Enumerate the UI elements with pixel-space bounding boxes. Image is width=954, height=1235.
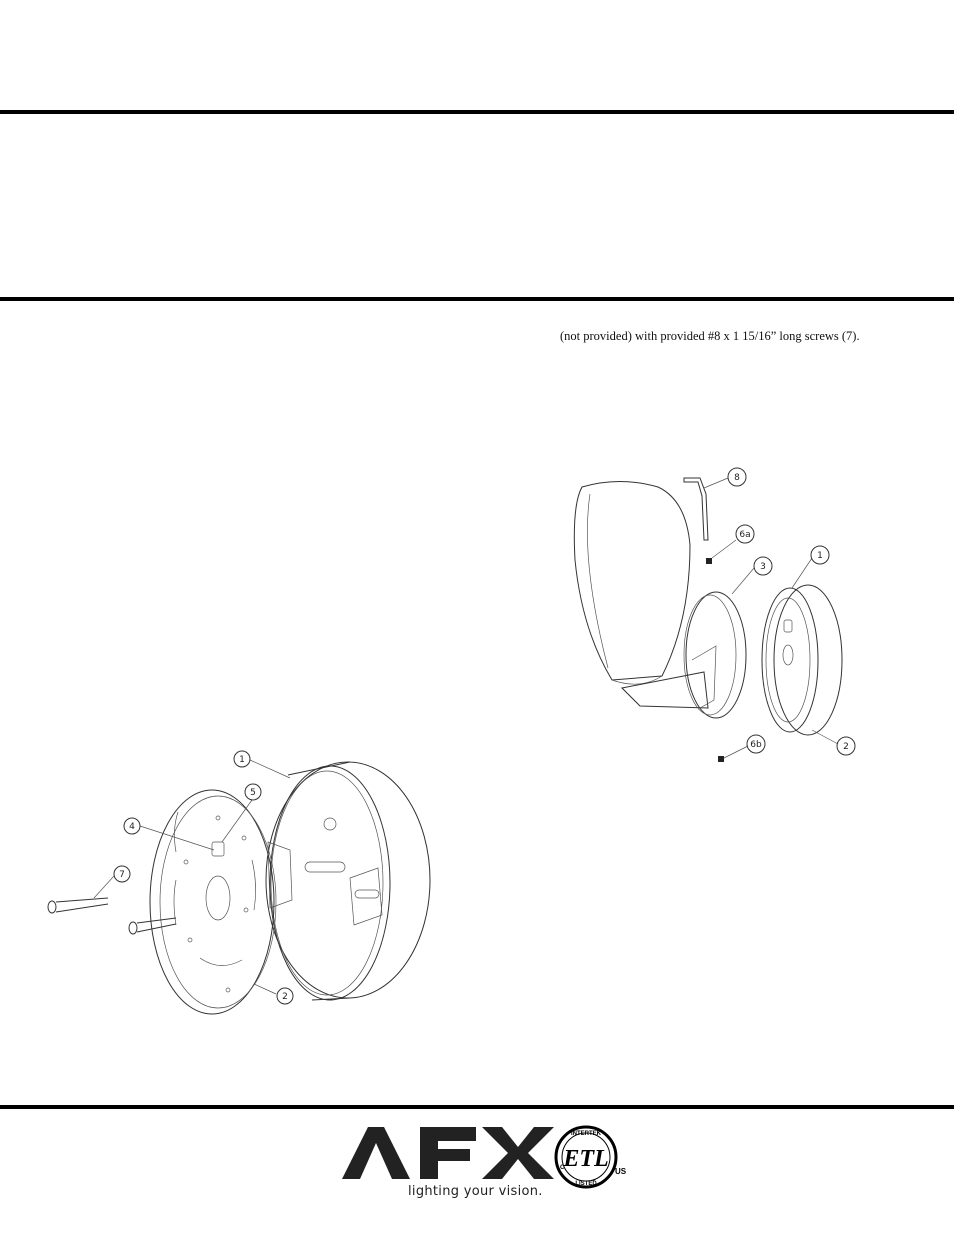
set-screw-6b <box>718 756 724 762</box>
svg-text:1: 1 <box>817 551 823 561</box>
afx-logo <box>340 1123 560 1183</box>
svg-text:3: 3 <box>760 562 766 572</box>
callout-left-1 <box>234 751 250 767</box>
fixture-backplate-3 <box>684 592 746 718</box>
etl-us-label: US <box>615 1167 627 1176</box>
mounting-backplate <box>150 790 276 1014</box>
svg-text:6b: 6b <box>750 740 762 750</box>
callout-right-1 <box>811 546 829 564</box>
cover-canopy <box>266 762 430 1000</box>
callout-right-6a <box>736 525 754 543</box>
fixture-canopy-1 <box>762 585 842 735</box>
brand-tagline: lighting your vision. <box>408 1184 543 1199</box>
fixture-arm <box>622 646 716 708</box>
svg-text:1: 1 <box>239 755 245 765</box>
fixture-shade <box>574 482 690 685</box>
svg-text:4: 4 <box>129 822 135 832</box>
callout-right-6b <box>747 735 765 753</box>
callout-left-7 <box>114 866 130 882</box>
svg-text:C: C <box>560 1165 565 1171</box>
svg-text:LISTED: LISTED <box>575 1181 597 1187</box>
callout-right-2 <box>837 737 855 755</box>
callout-right-3 <box>754 557 772 575</box>
svg-text:5: 5 <box>250 788 256 798</box>
etl-certification-mark <box>554 1123 627 1193</box>
callout-right-8 <box>728 468 746 486</box>
svg-text:8: 8 <box>734 473 740 483</box>
mounting-instruction-text: (not provided) with provided #8 x 1 15/16” long screws (7). <box>560 329 860 343</box>
set-screw-6a <box>706 558 712 564</box>
svg-text:2: 2 <box>843 742 849 752</box>
svg-text:2: 2 <box>282 992 288 1002</box>
svg-text:INTERTEK: INTERTEK <box>571 1131 601 1137</box>
svg-text:6a: 6a <box>739 530 751 540</box>
svg-text:7: 7 <box>119 870 125 880</box>
svg-text:ETL: ETL <box>563 1146 609 1172</box>
mounting-screw-upper <box>48 898 108 913</box>
callout-left-5 <box>245 784 261 800</box>
callout-left-2 <box>277 988 293 1004</box>
callout-left-4 <box>124 818 140 834</box>
